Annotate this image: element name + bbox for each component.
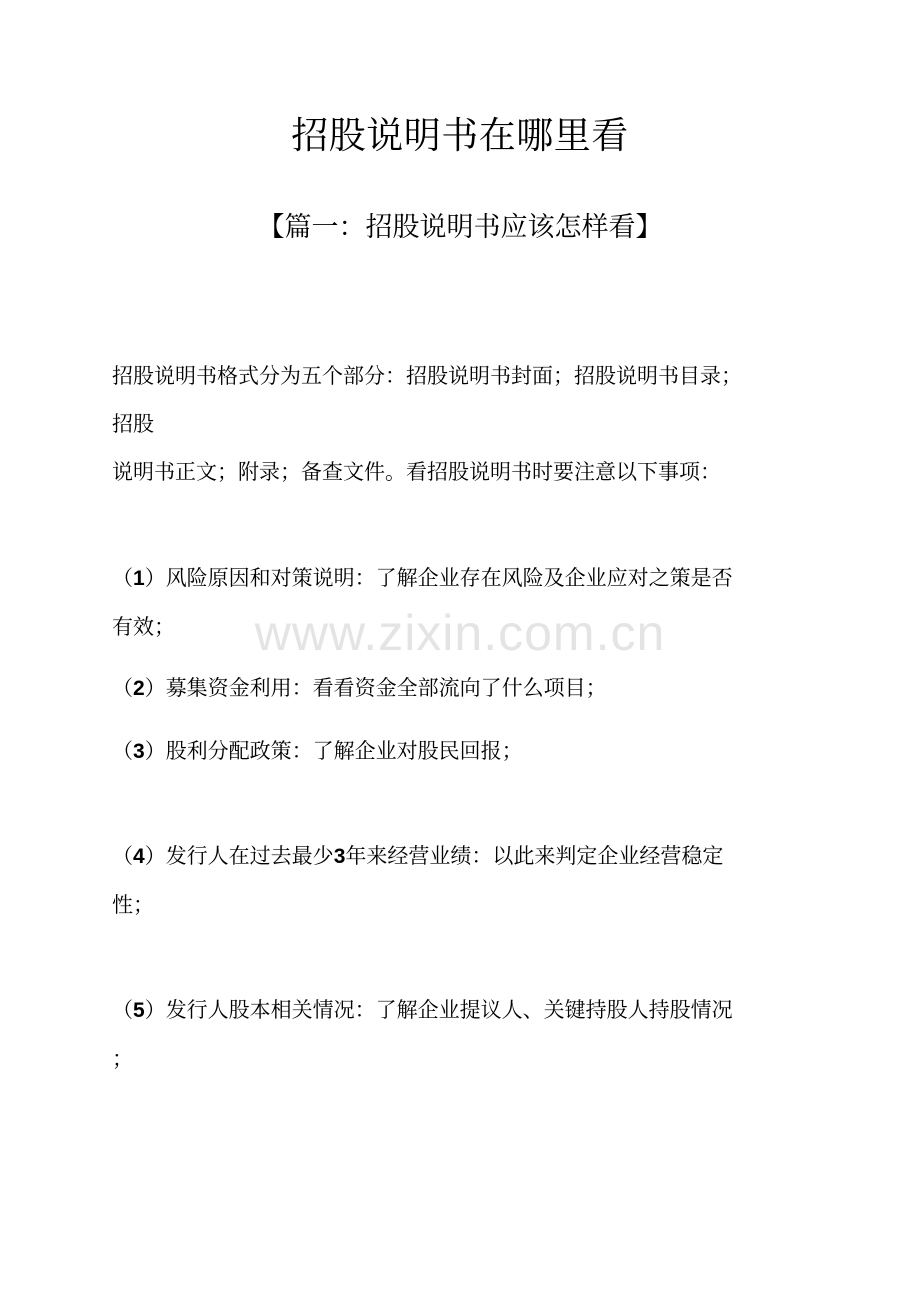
item-2-line-1: （2）募集资金利用：看看资金全部流向了什么项目； — [112, 676, 607, 700]
intro-line-1: 招股说明书格式分为五个部分：招股说明书封面；招股说明书目录； — [112, 364, 742, 388]
item-number: 4 — [133, 845, 145, 868]
document-title: 招股说明书在哪里看 — [291, 114, 629, 157]
intro-line-2: 招股 — [112, 412, 154, 436]
item-1-line-1: （1）风险原因和对策说明：了解企业存在风险及企业应对之策是否 — [112, 566, 733, 590]
item-text: 发行人股本相关情况：了解企业提议人、关键持股人持股情况 — [165, 998, 733, 1022]
item-text: 年来经营业绩：以此来判定企业经营稳定 — [345, 844, 724, 868]
intro-line-3: 说明书正文；附录；备查文件。看招股说明书时要注意以下事项： — [112, 460, 721, 484]
list-item — [112, 986, 812, 1083]
list-item — [112, 832, 812, 929]
item-number: 2 — [133, 677, 145, 700]
item-4-line-2: 性； — [112, 893, 154, 917]
list-item — [112, 727, 812, 776]
item-text: 风险原因和对策说明：了解企业存在风险及企业应对之策是否 — [165, 566, 733, 590]
item-5-line-2: ； — [112, 1047, 133, 1071]
item-1-line-2: 有效； — [112, 615, 175, 639]
item-text-number: 3 — [333, 845, 346, 868]
item-number: 5 — [133, 999, 145, 1022]
list-item — [112, 554, 812, 651]
item-text: 股利分配政策：了解企业对股民回报； — [165, 739, 523, 763]
item-3-line-1: （3）股利分配政策：了解企业对股民回报； — [112, 739, 523, 763]
watermark: www.zixin.com.cn — [254, 605, 666, 661]
item-number: 3 — [133, 740, 145, 763]
item-number: 1 — [133, 567, 145, 590]
item-4-line-1: （4）发行人在过去最少3年来经营业绩：以此来判定企业经营稳定 — [112, 844, 724, 868]
section-heading: 【篇一：招股说明书应该怎样看】 — [257, 212, 663, 243]
intro-paragraph — [112, 352, 812, 496]
item-text: 发行人在过去最少 — [165, 844, 334, 868]
list-item — [112, 664, 812, 713]
item-text: 募集资金利用：看看资金全部流向了什么项目； — [165, 676, 607, 700]
item-5-line-1: （5）发行人股本相关情况：了解企业提议人、关键持股人持股情况 — [112, 998, 733, 1022]
